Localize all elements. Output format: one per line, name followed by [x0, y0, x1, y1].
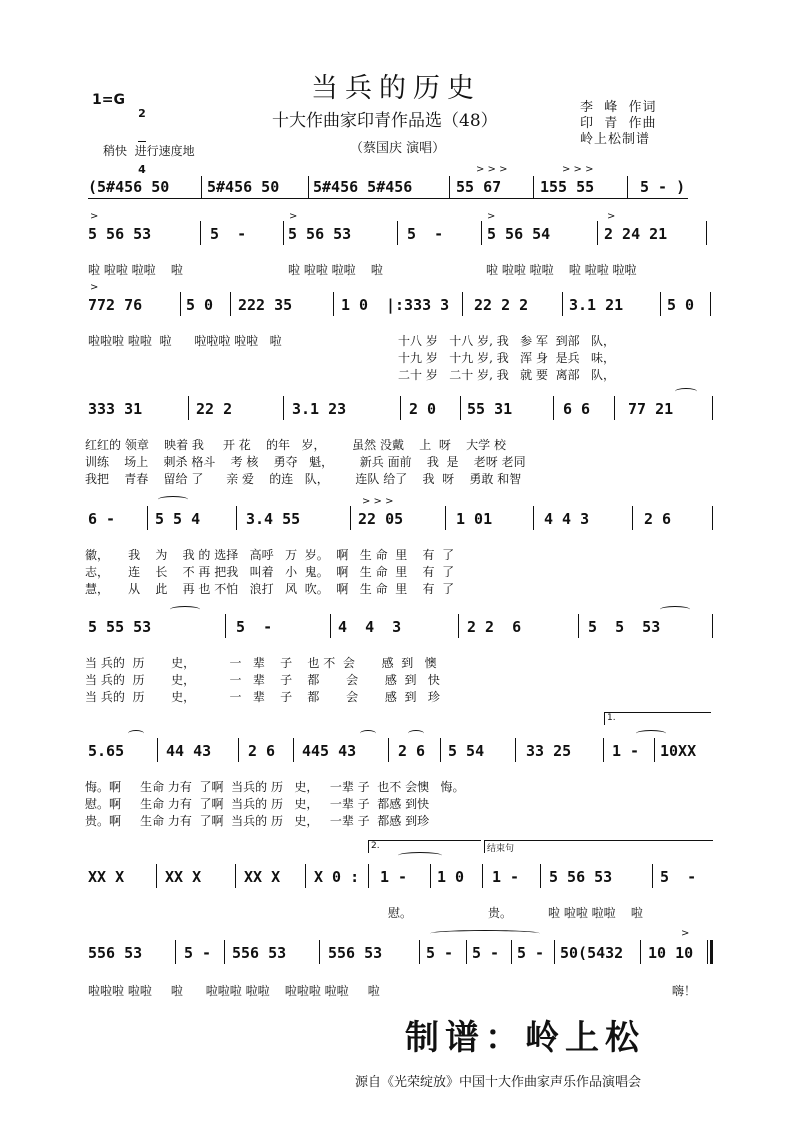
slur [675, 388, 697, 395]
tie [398, 852, 442, 859]
measure: 4 4 3 [544, 510, 590, 528]
measure: 5 5 53 [588, 618, 661, 636]
slur [158, 496, 188, 503]
barline [156, 864, 157, 888]
measure: 2 6 [644, 510, 672, 528]
measure: 55 31 [467, 400, 513, 418]
measure: 5#456 50 [207, 178, 280, 196]
slur [408, 730, 424, 737]
barline [230, 292, 231, 316]
barline [515, 738, 516, 762]
measure: 50(5432 [560, 944, 624, 962]
barline [562, 292, 563, 316]
score-row-7 [0, 710, 792, 828]
barline [554, 940, 555, 964]
verse-2-lyric: 十九 岁 十九 岁, 我 浑 身 是兵 味， [398, 351, 616, 365]
arranger-credit: 岭上松制谱 [580, 132, 651, 147]
measure: 556 53 [88, 944, 143, 962]
measure: 22 2 [196, 400, 233, 418]
measure: 5 - [210, 225, 247, 243]
measure: 5 0 [186, 296, 214, 314]
barline [397, 221, 398, 245]
verse-3-lyric: 贵。啊 生命 力有 了啊 当兵的 历 史， 一辈 子 都感 到珍 [85, 814, 430, 828]
measure: (5#456 50 [88, 178, 170, 196]
measure: 5 - [184, 944, 212, 962]
barline [330, 614, 331, 638]
measure: 5.65 [88, 742, 125, 760]
barline [308, 176, 309, 198]
lyric-line: 贵。 [488, 906, 513, 920]
first-ending-bracket [604, 712, 711, 725]
score-row-4 [0, 388, 792, 488]
barline [225, 614, 226, 638]
barline [188, 396, 189, 420]
score-row-2 [0, 211, 792, 280]
measure: XX X [88, 868, 125, 886]
barline [283, 396, 284, 420]
barline [333, 292, 334, 316]
barline [147, 506, 148, 530]
score-row-6 [0, 602, 792, 707]
barline [712, 506, 713, 530]
barline [293, 738, 294, 762]
score-row-8 [0, 834, 792, 924]
first-ending-label: 1. [607, 713, 616, 723]
barline [660, 292, 661, 316]
barline [419, 940, 420, 964]
barline [654, 738, 655, 762]
singer-credit: （蔡国庆 演唱） [350, 141, 446, 156]
barline [627, 176, 628, 198]
second-ending-bracket [368, 840, 481, 853]
measure: 556 53 [232, 944, 287, 962]
tie [430, 930, 540, 937]
barline [533, 506, 534, 530]
barline [200, 221, 201, 245]
measure: 2 0 [409, 400, 437, 418]
barline [706, 221, 707, 245]
verse-1-lyric: 当 兵的 历 史， 一 辈 子 也 不 会 感 到 懊 [85, 656, 437, 670]
measure: XX X [165, 868, 202, 886]
measure: 6 - [88, 510, 116, 528]
slur [660, 606, 690, 613]
repeat-barline [368, 864, 369, 888]
barline [400, 396, 401, 420]
score-row-3 [0, 282, 792, 382]
measure: 55 67 [456, 178, 502, 196]
measure: 5 - [426, 944, 454, 962]
measure: 5 5 4 [155, 510, 201, 528]
measure: 5 - [407, 225, 444, 243]
accent-mark: > > > [562, 164, 594, 175]
barline [236, 506, 237, 530]
measure: 556 53 [328, 944, 383, 962]
measure: 445 43 [302, 742, 357, 760]
measure: 1 - [492, 868, 520, 886]
measure: 1 01 [456, 510, 493, 528]
accent-mark: > [607, 211, 616, 222]
verse-3-lyric: 我把 青春 留给 了 亲 爱 的连 队， 连队 给了 我 呀 勇敢 和智 [85, 472, 522, 486]
verse-3-lyric: 当 兵的 历 史， 一 辈 子 都 会 感 到 珍 [85, 690, 440, 704]
measure: 22 2 2 [474, 296, 529, 314]
barline [175, 940, 176, 964]
measure: 5 56 54 [487, 225, 551, 243]
barline [445, 506, 446, 530]
lyricist-credit: 李 峰 作词 [580, 100, 657, 115]
barline [319, 940, 320, 964]
lyric-line: 啦 啦啦 啦啦 啦 啦啦 啦啦 [486, 263, 637, 277]
measure: 10XX [660, 742, 697, 760]
barline [235, 864, 236, 888]
barline [466, 940, 467, 964]
barline [603, 738, 604, 762]
underline-beam [88, 198, 688, 199]
measure: 3.1 21 [569, 296, 624, 314]
verse-2-lyric: 训练 场上 刺杀 格斗 考 核 勇夺 魁， 新兵 面前 我 是 老呀 老同 [85, 455, 526, 469]
barline [305, 864, 306, 888]
measure: 5 54 [448, 742, 485, 760]
slur [360, 730, 376, 737]
measure: 5 56 53 [288, 225, 352, 243]
ending-bracket [484, 840, 713, 853]
barline [201, 176, 202, 198]
barline [553, 396, 554, 420]
time-signature-bottom: 4 [138, 163, 146, 176]
tempo-marking: 稍快 进行速度地 [103, 144, 195, 158]
repeat-end-measure: X 0 : [314, 868, 360, 886]
barline [440, 738, 441, 762]
verse-1-lyric: 十八 岁 十八 岁, 我 参 军 到部 队， [398, 334, 616, 348]
measure: 22 05 [358, 510, 404, 528]
score-row-5 [0, 494, 792, 599]
barline [430, 864, 431, 888]
measure: 772 76 [88, 296, 143, 314]
barline [462, 292, 463, 316]
second-ending-label: 2. [371, 841, 380, 851]
accent-mark: > [90, 211, 99, 222]
measure: 33 25 [526, 742, 572, 760]
barline [632, 506, 633, 530]
verse-2-lyric: 志， 连 长 不 再 把我 叫着 小 鬼。 啊 生 命 里 有 了 [85, 565, 455, 579]
measure: 222 35 [238, 296, 293, 314]
barline [350, 506, 351, 530]
barline [652, 864, 653, 888]
measure: 5 - [236, 618, 273, 636]
measure: 1 0 [341, 296, 369, 314]
barline [458, 614, 459, 638]
composer-credit: 印 青 作曲 [580, 116, 657, 131]
collection-subtitle: 十大作曲家印青作品选（48） [272, 111, 498, 131]
measure: 3.1 23 [292, 400, 347, 418]
slur [128, 730, 144, 737]
measure: 4 4 3 [338, 618, 402, 636]
measure: 1 - [612, 742, 640, 760]
measure: 5 - [660, 868, 697, 886]
barline [449, 176, 450, 198]
song-title: 当兵的历史 [311, 73, 481, 104]
measure: 10 10 [648, 944, 694, 962]
barline [157, 738, 158, 762]
lyric-line: 啦 啦啦 啦啦 啦 [548, 906, 643, 920]
key-signature: 1=G [92, 92, 125, 108]
barline [180, 292, 181, 316]
barline [712, 614, 713, 638]
repeat-start-measure: |:333 3 [386, 296, 450, 314]
ending-label: 结束句 [487, 844, 515, 854]
accent-mark: > > > [362, 496, 394, 507]
score-row-9 [0, 926, 792, 1006]
measure: 2 2 6 [467, 618, 522, 636]
lyric-line: 啦啦啦 啦啦 啦 啦啦啦 啦啦 啦啦啦 啦啦 啦 [88, 984, 380, 998]
lyric-line: 啦 啦啦 啦啦 啦 [288, 263, 383, 277]
verse-3-lyric: 二十 岁 二十 岁, 我 就 要 离部 队， [398, 368, 616, 382]
measure: 5 55 53 [88, 618, 152, 636]
barline [614, 396, 615, 420]
lyric-line: 嗨！ [672, 984, 697, 998]
final-barline [707, 940, 708, 964]
verse-2-lyric: 当 兵的 历 史， 一 辈 子 都 会 感 到 快 [85, 673, 440, 687]
verse-1-lyric: 徽， 我 为 我 的 选择 高呼 万 岁。 啊 生 命 里 有 了 [85, 548, 455, 562]
measure: 2 6 [248, 742, 276, 760]
measure: 5 56 53 [549, 868, 613, 886]
measure: 6 6 [563, 400, 591, 418]
barline [388, 738, 389, 762]
verse-2-lyric: 慰。啊 生命 力有 了啊 当兵的 历 史， 一辈 子 都感 到快 [85, 797, 430, 811]
lyric-line: 啦啦啦 啦啦 啦 啦啦啦 啦啦 啦 [88, 334, 282, 348]
measure: 5 - [517, 944, 545, 962]
measure: 77 21 [628, 400, 674, 418]
measure: 333 31 [88, 400, 143, 418]
barline [224, 940, 225, 964]
measure: 1 - [380, 868, 408, 886]
measure: 1 0 [437, 868, 465, 886]
measure: XX X [244, 868, 281, 886]
arranger-signature: 制谱：岭上松 [405, 1018, 645, 1058]
barline [712, 396, 713, 420]
barline [710, 292, 711, 316]
measure: 2 24 21 [604, 225, 668, 243]
verse-3-lyric: 慧， 从 此 再 也 不怕 浪打 风 吹。 啊 生 命 里 有 了 [85, 582, 455, 596]
measure: 155 55 [540, 178, 595, 196]
score-row-1 [0, 164, 792, 210]
accent-mark: > [90, 282, 99, 293]
barline [482, 864, 483, 888]
measure: 44 43 [166, 742, 212, 760]
barline [533, 176, 534, 198]
barline [238, 738, 239, 762]
measure: 5#456 5#456 [313, 178, 413, 196]
barline [460, 396, 461, 420]
barline [481, 221, 482, 245]
measure: 5 - ) [640, 178, 686, 196]
barline [578, 614, 579, 638]
barline [597, 221, 598, 245]
measure: 5 0 [667, 296, 695, 314]
accent-mark: > [681, 928, 690, 939]
measure: 2 6 [398, 742, 426, 760]
barline [640, 940, 641, 964]
slur [170, 606, 200, 613]
verse-1-lyric: 红红的 领章 映着 我 开 花 的年 岁， 虽然 没戴 上 呀 大学 校 [85, 438, 506, 452]
slur [636, 730, 666, 737]
measure: 5 56 53 [88, 225, 152, 243]
accent-mark: > [289, 211, 298, 222]
measure: 3.4 55 [246, 510, 301, 528]
barline [540, 864, 541, 888]
accent-mark: > > > [476, 164, 508, 175]
lyric-line: 慰。 [388, 906, 413, 920]
barline [511, 940, 512, 964]
lyric-line: 啦 啦啦 啦啦 啦 [88, 263, 183, 277]
measure: 5 - [472, 944, 500, 962]
accent-mark: > [487, 211, 496, 222]
verse-1-lyric: 悔。啊 生命 力有 了啊 当兵的 历 史， 一辈 子 也不 会懊 悔。 [85, 780, 465, 794]
time-signature-top: 2 [138, 107, 146, 120]
barline [283, 221, 284, 245]
source-note: 源自《光荣绽放》中国十大作曲家声乐作品演唱会 [355, 1075, 642, 1090]
final-barline-thick [710, 940, 713, 964]
